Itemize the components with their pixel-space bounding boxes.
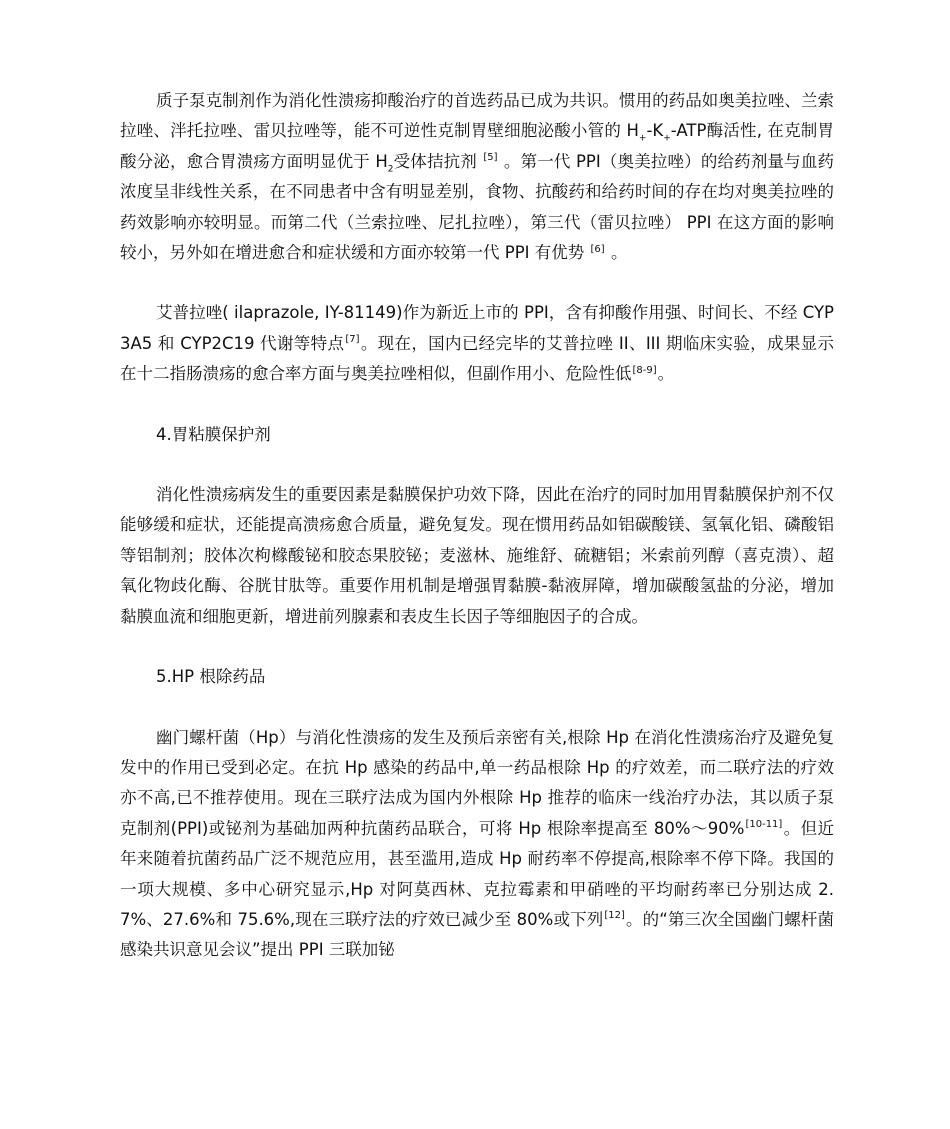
citation-ref: [6] <box>590 243 605 255</box>
paragraph-ilaprazole <box>120 298 834 389</box>
document-page <box>120 86 834 966</box>
subscript: 2 <box>387 164 394 175</box>
section-heading-5: 5.HP 根除药品 <box>156 667 266 687</box>
paragraph-gap <box>120 632 834 662</box>
text-run: 。 <box>610 243 628 263</box>
text-run: -K <box>646 121 664 141</box>
text-run: 。 <box>657 364 675 384</box>
text-run: 。现在，国内已经完毕的艾普拉唑 II、III 期临床实验，成果显示在十二指肠溃疡的愈合率方面与奥美拉唑相似，但副作用小、危险性低 <box>120 333 834 384</box>
subscript: + <box>663 133 671 144</box>
paragraph-hp-eradication <box>120 723 834 966</box>
paragraph-gap <box>120 693 834 723</box>
text-run: 幽门螺杆菌（Hp）与消化性溃疡的发生及预后亲密有关,根除 Hp 在消化性溃疡治疗及避免复发中的作用已受到必定。在抗 Hp 感染的药品中,单一药品根除 Hp 的疗效差，而二联疗法的疗效亦不高,已不推荐使用。现在三联疗法成为国内外根除 Hp 推荐的临床一线治疗办法，其以质子泵克制剂(PPI)或铋剂为基础加两种抗菌药品联合，可将 Hp 根除率提高至 80%～90% <box>120 727 834 838</box>
text-run: 艾普拉唑( ilaprazole, IY-81149)作为新近上市的 PPI，含有抑酸作用强、时间长、不经 CYP3A5 和 CYP2C19 代谢等特点 <box>120 303 834 353</box>
text-run: 。的“第三次全国幽门螺杆菌感染共识意见会议”提出 PPI 三联加铋 <box>120 909 834 960</box>
text-run: 受体拮抗剂 <box>393 151 477 171</box>
citation-ref: [5] <box>483 152 498 164</box>
paragraph-gap <box>120 268 834 298</box>
citation-ref: [8-9] <box>632 364 657 376</box>
paragraph-ppi-overview <box>120 86 834 268</box>
text-run: 质子泵克制剂作为消化性溃疡抑酸治疗的首选药品已成为共识。惯用的药品如奥美拉唑、兰索拉唑、泮托拉唑、雷贝拉唑等，能不可逆性克制胃壁细胞泌酸小管的 H <box>120 91 834 141</box>
section-heading-4: 4.胃粘膜保护剂 <box>156 424 271 444</box>
paragraph-gap <box>120 390 834 420</box>
paragraph-mucosal-protectants: 消化性溃疡病发生的重要因素是黏膜保护功效下降，因此在治疗的同时加用胃黏膜保护剂不仅能够缓和症状，还能提高溃疡愈合质量，避免复发。现在惯用药品如铝碳酸镁、氢氧化铝、磷酸铝等铝制剂；胶体次枸橼酸铋和胶态果胶铋；麦滋林、施维舒、硫糖铝；米索前列醇（喜克溃）、超氧化物歧化酶、谷胱甘肽等。重要作用机制是增强胃黏膜-黏液屏障，增加碳酸氢盐的分泌，增加黏膜血流和细胞更新，增进前列腺素和表皮生长因子等细胞因子的合成。 <box>120 485 834 626</box>
paragraph-gap <box>120 450 834 480</box>
citation-ref: [10-11] <box>745 819 783 831</box>
text-run: 。但近年来随着抗菌药品广泛不规范应用，甚至滥用,造成 Hp 耐药率不停提高,根除率不停下降。我国的一项大规模、多中心研究显示,Hp 对阿莫西林、克拉霉素和甲硝唑的平均耐药率已分别达成 2.7%、27.6%和 75.6%,现在三联疗法的疗效已减少至 80%或下列 <box>120 818 834 929</box>
text-run: -ATP酶活性, 在克制胃酸分泌，愈合胃溃疡方面明显优于 H <box>120 121 834 171</box>
citation-ref: [12] <box>604 910 625 922</box>
subscript: + <box>638 133 647 144</box>
text-run: 。第一代 PPI（奥美拉唑）的给药剂量与血药浓度呈非线性关系，在不同患者中含有明显差别，食物、抗酸药和给药时间的存在均对奥美拉唑的药效影响亦较明显。而第二代（兰索拉唑、尼扎拉唑），第三代（雷贝拉唑） PPI 在这方面的影响较小，另外如在增进愈合和症状缓和方面亦较第一代 PPI 有优势 <box>120 151 834 263</box>
citation-ref: [7] <box>345 334 360 346</box>
